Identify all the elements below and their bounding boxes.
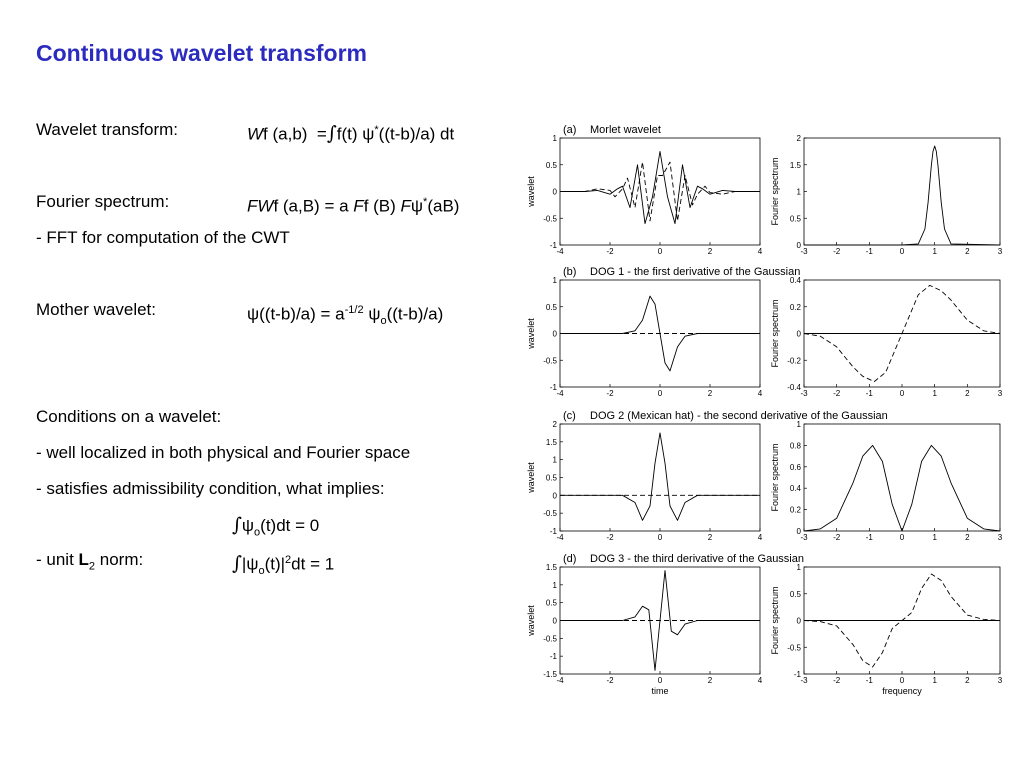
abs-bar: | <box>241 554 247 574</box>
panel-6-ytick-label: 0.6 <box>789 462 801 472</box>
panel-1-ytick-label: 1 <box>552 134 557 143</box>
panel-8-xtick-label: -2 <box>833 676 841 685</box>
panel-6-ytick-label: 1 <box>796 420 801 429</box>
wavelet-figure <box>520 110 1010 700</box>
panel-7-ylabel: wavelet <box>526 605 536 636</box>
conditions-heading: Conditions on a wavelet: <box>36 407 222 426</box>
panel-5-ytick-label: 1 <box>552 455 557 465</box>
panel-6-xtick-label: 2 <box>965 533 970 542</box>
norm-rest: dt = 1 <box>291 554 335 574</box>
panel-1-xtick-label: -2 <box>606 247 614 256</box>
panel-2-xtick-label: -3 <box>800 247 808 256</box>
panel-7-ytick-label: 1.5 <box>545 563 557 572</box>
l-symbol: L <box>78 550 89 569</box>
panel-5-panel-letter: (c) <box>563 410 576 422</box>
panel-8-ytick-label: -0.5 <box>787 643 801 653</box>
panel-3-xtick-label: -2 <box>606 389 614 398</box>
panel-4-ylabel: Fourier spectrum <box>770 299 780 368</box>
panel-2-ytick-label: 2 <box>796 134 801 143</box>
panel-8-xtick-label: 1 <box>932 676 937 685</box>
panel-2-ylabel: Fourier spectrum <box>770 157 780 226</box>
panel-8-xtick-label: -3 <box>800 676 808 685</box>
norm-formula <box>232 550 334 581</box>
panel-1-ytick-label: -1 <box>549 241 557 250</box>
panel-4-ytick-label: -0.4 <box>787 383 801 392</box>
panel-5-ytick-label: -1 <box>549 527 557 536</box>
f-ab-text: f (a,b) <box>263 124 308 144</box>
panel-6-ylabel: Fourier spectrum <box>770 443 780 512</box>
subscript-o: o <box>254 526 261 539</box>
f-symbol-2: F <box>400 196 411 216</box>
panel-4-ytick-label: 0 <box>796 329 801 339</box>
panel-4-xtick-label: -2 <box>833 389 841 398</box>
panel-5-xtick-label: 0 <box>657 533 663 542</box>
mother-wavelet-formula <box>247 300 443 331</box>
panel-2-xtick-label: 3 <box>997 247 1003 256</box>
psi-symbol: ψ <box>247 304 260 324</box>
panel-5-xtick-label: 4 <box>757 533 763 542</box>
panel-8-xtick-label: 2 <box>965 676 970 685</box>
panel-1-xtick-label: 4 <box>757 247 763 256</box>
panel-4-xtick-label: 1 <box>932 389 937 398</box>
panel-8-xtick-label: -1 <box>865 676 873 685</box>
panel-5-xtick-label: -2 <box>606 533 614 542</box>
panel-3-title: DOG 1 - the first derivative of the Gaussian <box>590 266 801 278</box>
panel-7-ytick-label: -1 <box>549 652 557 662</box>
panel-2-xtick-label: -1 <box>865 247 873 256</box>
panel-2-ytick-label: 0.5 <box>789 214 801 224</box>
condition-unit-norm <box>36 550 143 576</box>
panel-6-xtick-label: 1 <box>932 533 937 542</box>
panel-8-ytick-label: 0 <box>796 616 801 626</box>
panel-1-ytick-label: 0.5 <box>545 160 557 170</box>
psi-symbol-2: ψ <box>368 304 381 324</box>
wavelet-transform-label: Wavelet transform: <box>36 120 179 139</box>
exponent: -1/2 <box>344 304 364 316</box>
panel-1-title: Morlet wavelet <box>590 124 661 136</box>
panel-2-ytick-label: 1 <box>796 187 801 197</box>
subscript-o: o <box>380 315 387 328</box>
panel-1-ytick-label: 0 <box>552 187 557 197</box>
subscript-o: o <box>258 565 265 578</box>
panel-1-ytick-label: -0.5 <box>543 214 557 224</box>
panel-7-ytick-label: 1 <box>552 580 557 590</box>
panel-2-xtick-label: -2 <box>833 247 841 256</box>
ft-text: f(t) <box>336 124 358 144</box>
argument-text: (aB) <box>427 196 460 216</box>
panel-5-xtick-label: 2 <box>707 533 713 542</box>
panel-2-xtick-label: 2 <box>965 247 970 256</box>
fft-note: - FFT for computation of the CWT <box>36 228 290 247</box>
panel-6-ytick-label: 0.2 <box>789 505 801 515</box>
panel-5-ylabel: wavelet <box>526 462 536 493</box>
superscript-2: 2 <box>285 554 292 566</box>
panel-3-ylabel: wavelet <box>526 318 536 349</box>
unit-norm-suffix: norm: <box>95 550 144 569</box>
f-symbol: F <box>353 196 364 216</box>
panel-8-ytick-label: -1 <box>793 670 801 679</box>
panel-3-ytick-label: 0 <box>552 329 557 339</box>
panel-1-xtick-label: 0 <box>657 247 663 256</box>
panel-4-ytick-label: -0.2 <box>787 356 801 366</box>
psi-symbol: ψ <box>246 554 259 574</box>
admissibility-formula <box>232 515 319 542</box>
conjugate-star: * <box>423 196 428 208</box>
panel-4-xtick-label: -3 <box>800 389 808 398</box>
slide-title: Continuous wavelet transform <box>36 40 367 66</box>
panel-3-panel-letter: (b) <box>563 266 577 278</box>
panel-5-ytick-label: 0 <box>552 491 557 501</box>
panel-6-ytick-label: 0 <box>796 527 801 536</box>
condition-admissibility: - satisfies admissibility condition, what implies: <box>36 479 385 498</box>
psi-symbol: ψ <box>241 516 255 535</box>
integral-symbol: ∫ <box>232 552 242 575</box>
panel-1-panel-letter: (a) <box>563 124 577 136</box>
f-aB-text: f (a,B) = a <box>273 196 349 216</box>
psi-symbol: ψ <box>362 124 375 144</box>
panel-4-xtick-label: 3 <box>997 389 1003 398</box>
panel-6-xtick-label: -1 <box>865 533 873 542</box>
panel-8-xlabel: frequency <box>882 686 922 696</box>
panel-6-xtick-label: -3 <box>800 533 808 542</box>
mother-wavelet-label: Mother wavelet: <box>36 300 156 319</box>
panel-4-ytick-label: 0.2 <box>789 302 801 312</box>
panel-2-xtick-label: 0 <box>899 247 905 256</box>
panel-5-xtick-label: -4 <box>556 533 564 542</box>
admissibility-rest: (t)dt = 0 <box>260 516 320 535</box>
panel-7-xtick-label: -2 <box>606 676 614 685</box>
panel-6-axes-box <box>804 424 1000 531</box>
panel-7-ytick-label: -0.5 <box>543 634 557 644</box>
conjugate-star: * <box>374 124 379 136</box>
panel-4-xtick-label: -1 <box>865 389 873 398</box>
panel-8-ytick-label: 1 <box>796 563 801 572</box>
panel-4-ytick-label: 0.4 <box>789 276 801 285</box>
panel-2-xtick-label: 1 <box>932 247 937 256</box>
argument-text: ((t-b)/a) dt <box>378 124 455 144</box>
panel-1-ylabel: wavelet <box>526 176 536 207</box>
panel-8-xtick-label: 0 <box>899 676 905 685</box>
panel-1-series-1-solid-line <box>560 151 760 223</box>
panel-5-ytick-label: 1.5 <box>545 437 557 447</box>
panel-2-ytick-label: 0 <box>796 241 801 250</box>
panel-6-xtick-label: 3 <box>997 533 1003 542</box>
panel-5-ytick-label: 0.5 <box>545 473 557 483</box>
panel-2-ytick-label: 1.5 <box>789 160 801 170</box>
panel-8-xtick-label: 3 <box>997 676 1003 685</box>
psi-symbol: ψ <box>410 196 424 216</box>
panel-6-series-1-solid-line <box>804 445 1000 531</box>
panel-5-series-1-solid-line <box>560 433 760 520</box>
panel-6-xtick-label: 0 <box>899 533 905 542</box>
panel-4-xtick-label: 0 <box>899 389 905 398</box>
panel-7-xtick-label: 4 <box>757 676 763 685</box>
panel-5-axes-box <box>560 424 760 531</box>
subscript-2: 2 <box>88 560 96 573</box>
unit-norm-prefix: - unit <box>36 550 79 569</box>
panel-3-xtick-label: -4 <box>556 389 564 398</box>
fourier-spectrum-formula <box>247 192 459 217</box>
w-symbol: W <box>247 124 264 144</box>
panel-6-ytick-label: 0.4 <box>789 484 801 494</box>
panel-2-series-1-solid-line <box>804 146 1000 245</box>
panel-7-panel-letter: (d) <box>563 553 577 565</box>
panel-7-xtick-label: 0 <box>657 676 663 685</box>
panel-5-ytick-label: -0.5 <box>543 509 557 519</box>
panel-3-ytick-label: 1 <box>552 276 557 285</box>
fourier-spectrum-label: Fourier spectrum: <box>36 192 170 211</box>
panel-8-ylabel: Fourier spectrum <box>770 586 780 655</box>
f-B-text: f (B) <box>363 196 396 216</box>
panel-7-xlabel: time <box>651 686 669 696</box>
integral-symbol: ∫ <box>326 122 337 145</box>
panel-5-ytick-label: 2 <box>552 420 557 429</box>
fw-symbol: FW <box>247 196 274 216</box>
panel-3-xtick-label: 2 <box>707 389 713 398</box>
panel-6-xtick-label: -2 <box>833 533 841 542</box>
panel-8-ytick-label: 0.5 <box>789 589 801 599</box>
panel-5-title: DOG 2 (Mexican hat) - the second derivative of the Gaussian <box>590 410 888 422</box>
panel-3-xtick-label: 4 <box>757 389 763 398</box>
panel-7-xtick-label: 2 <box>707 676 713 685</box>
wavelet-transform-formula <box>247 120 454 145</box>
panel-7-ytick-label: 0 <box>552 616 557 626</box>
rhs-text: ((t-b)/a) <box>386 304 444 324</box>
integral-symbol: ∫ <box>232 514 242 536</box>
panel-7-ytick-label: -1.5 <box>543 670 557 679</box>
panel-7-xtick-label: -4 <box>556 676 564 685</box>
panel-3-xtick-label: 0 <box>657 389 663 398</box>
norm-mid: (t)| <box>264 554 286 574</box>
panel-1-xtick-label: 2 <box>707 247 713 256</box>
panel-6-ytick-label: 0.8 <box>789 441 801 451</box>
panel-7-title: DOG 3 - the third derivative of the Gaussian <box>590 553 804 565</box>
equals-sign: = <box>316 124 327 144</box>
panel-2-axes-box <box>804 138 1000 245</box>
panel-1-xtick-label: -4 <box>556 247 564 256</box>
panel-3-ytick-label: -0.5 <box>543 356 557 366</box>
panel-4-xtick-label: 2 <box>965 389 970 398</box>
lhs-text: ((t-b)/a) = a <box>259 304 345 324</box>
panel-3-ytick-label: 0.5 <box>545 302 557 312</box>
condition-localized: - well localized in both physical and Fourier space <box>36 443 411 462</box>
panel-3-ytick-label: -1 <box>549 383 557 392</box>
panel-7-ytick-label: 0.5 <box>545 598 557 608</box>
